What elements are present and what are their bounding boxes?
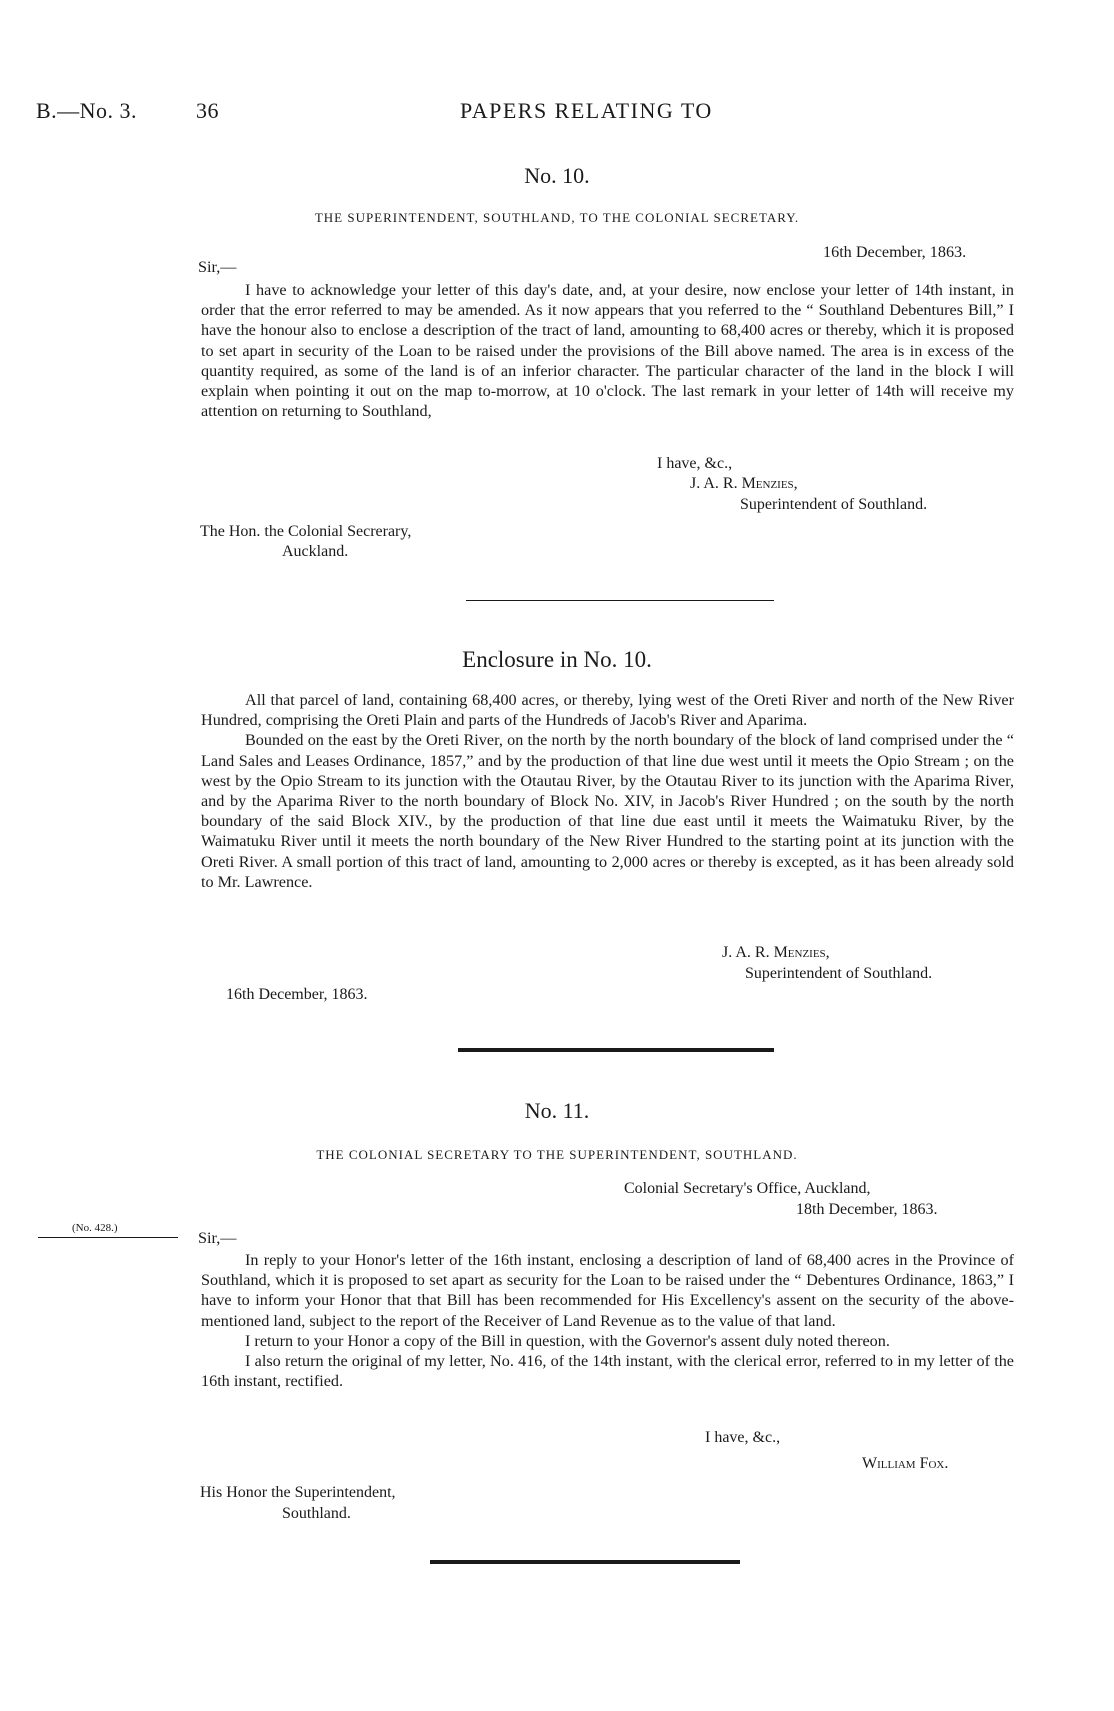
closing: I have, &c., [705,1429,781,1446]
enclosure-body [201,690,1014,892]
letter-office: Colonial Secretary's Office, Auckland, [624,1180,871,1197]
addressee: The Hon. the Colonial Secrerary, [200,523,412,540]
enclosure-paragraph: All that parcel of land, containing 68,400 acres, or thereby, lying west of the Oreti River and north of the New River Hundred, comprising the Oreti Plain and parts of the Hundreds of Jacob's River and Aparima. [201,691,1014,730]
section-divider-bold [458,1048,774,1052]
letter-number: No. 11. [524,1098,590,1123]
addressee: His Honor the Superintendent, [200,1484,396,1501]
signatory-title: Superintendent of Southland. [740,496,928,513]
signatory: William Fox. [862,1455,949,1472]
letter-body [201,280,1014,421]
addressee-place: Auckland. [282,543,349,560]
enclosure-date: 16th December, 1863. [226,986,368,1003]
letter-paragraph: In reply to your Honor's letter of the 16th instant, enclosing a description of land of 68,400 acres in the Province of Southland, which it is proposed to set apart as security for the Loan to be raised under the “ Debentures Ordinance, 1863,” I have to inform your Honor that that Bill has been recommended for His Excellency's assent on the security of the above-mentioned land, subject to the report of the Receiver of Land Revenue as to the value of that land. [201,1251,1014,1330]
letter-heading: THE COLONIAL SECRETARY TO THE SUPERINTENDENT, SOUTHLAND. [316,1147,798,1162]
section-divider-bold [430,1560,740,1564]
enclosure-signatory-title: Superintendent of Southland. [745,965,933,982]
signatory: J. A. R. Menzies, [690,475,798,492]
letter-body [201,1250,1014,1391]
letter-paragraph: I have to acknowledge your letter of this day's date, and, at your desire, now enclose your letter of 14th instant, in order that the error referred to may be amended. As it now appears that you referred to the “ Southland Debentures Bill,” I have the honour also to enclose a description of the tract of land, amounting to 68,400 acres or thereby, which it is proposed to set apart in security of the Loan to be raised under the provisions of the Bill above named. The area is in excess of the quantity required, as some of the land is of an inferior character. The particular character of the land in the block I will explain when pointing it out on the map to-morrow, at 10 o'clock. The last remark in your letter of 14th will receive my attention on returning to Southland, [201,281,1014,421]
enclosure-title: Enclosure in No. 10. [462,647,652,672]
letter-heading: THE SUPERINTENDENT, SOUTHLAND, TO THE COLONIAL SECRETARY. [314,210,800,225]
salutation: Sir,— [198,258,237,276]
salutation: Sir,— [198,1229,237,1247]
addressee-place: Southland. [282,1505,351,1522]
series-number: B.—No. 3. [36,98,138,123]
letter-number: No. 10. [524,163,590,188]
margin-rule [38,1237,178,1238]
letter-paragraph: I also return the original of my letter, No. 416, of the 14th instant, with the clerical error, referred to in my letter of the 16th instant, rectified. [201,1352,1014,1391]
running-title: PAPERS RELATING TO [460,98,713,123]
page-number: 36 [196,98,219,123]
section-divider [466,600,774,601]
closing: I have, &c., [657,455,733,472]
enclosure-signatory: J. A. R. Menzies, [722,944,830,961]
letter-date: 18th December, 1863. [796,1201,938,1218]
enclosure-paragraph: Bounded on the east by the Oreti River, on the north by the north boundary of the block of land comprised under the “ Land Sales and Leases Ordinance, 1857,” and by the production of that line due west until it meets the Opio Stream ; on the west by the Opio Stream to its junction with the Otautau River, by the Otautau River to its junction with the Aparima River, and by the Aparima River to the north boundary of Block No. XIV, in Jacob's River Hundred ; on the south by the north boundary of the said Block XIV., by the production of that line due east until it meets the Waimatuku River, by the Waimatuku River until it meets the north boundary of the New River Hundred to the starting point at its junction with the Oreti River. A small portion of this tract of land, amounting to 2,000 acres or thereby is excepted, as it has been already sold to Mr. Lawrence. [201,731,1014,891]
letter-date: 16th December, 1863. [823,243,967,261]
letter-paragraph: I return to your Honor a copy of the Bill in question, with the Governor's assent duly noted thereon. [245,1331,890,1350]
margin-reference: (No. 428.) [72,1222,118,1234]
